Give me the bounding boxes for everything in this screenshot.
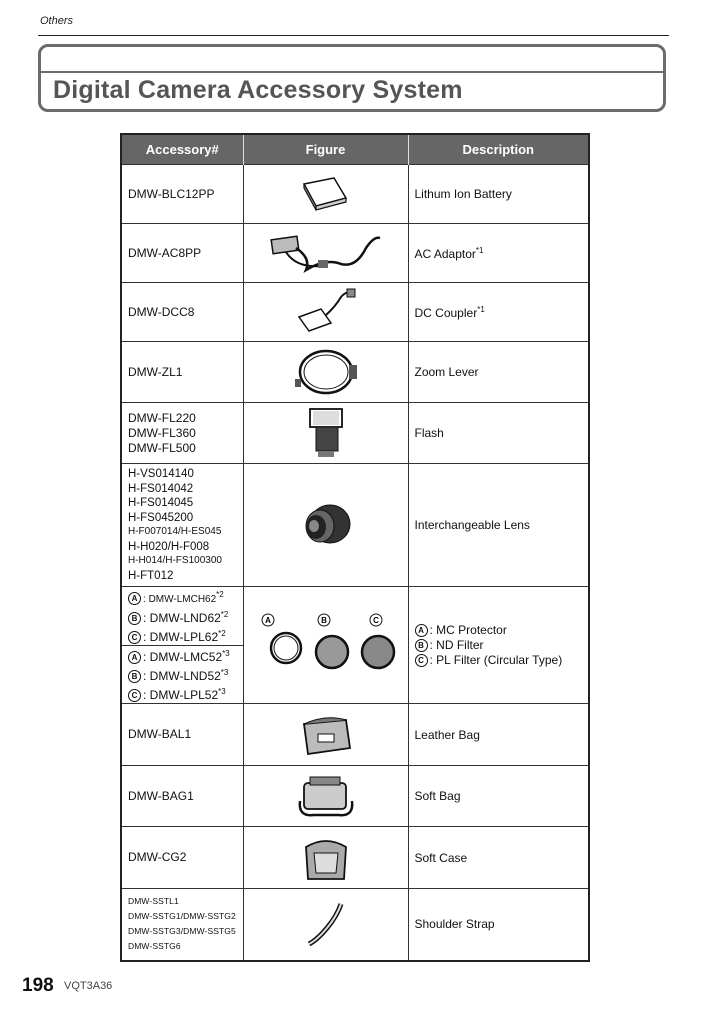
accessory-code: DMW-ZL1	[121, 342, 243, 403]
zoom-lever-icon	[291, 345, 361, 399]
figure-cell	[243, 342, 408, 403]
ac-adaptor-icon	[266, 228, 386, 278]
description-cell: DC Coupler$^{*1}$	[408, 283, 589, 342]
dc-coupler-icon	[291, 287, 361, 337]
accessory-code: DMW-CG2	[121, 827, 243, 889]
figure-cell	[243, 827, 408, 889]
filter-set-icon	[256, 610, 396, 680]
description-cell: Interchangeable Lens	[408, 464, 589, 587]
figure-cell	[243, 766, 408, 827]
accessory-table	[120, 133, 590, 962]
filter-mark-a: A	[264, 616, 271, 625]
figure-cell	[243, 403, 408, 464]
description-cell: Lithum Ion Battery	[408, 165, 589, 224]
table-row	[121, 165, 589, 224]
figure-cell	[243, 889, 408, 961]
figure-cell	[243, 283, 408, 342]
table-row	[121, 283, 589, 342]
table-row	[121, 766, 589, 827]
accessory-code: H-VS014140 H-FS014042 H-FS014045 H-FS045200 H-F007014/H-ES045 H-H020/H-F008 H-H014/H-FS100300 H-FT012	[121, 464, 243, 587]
description-cell: Leather Bag	[408, 704, 589, 766]
top-rule	[38, 35, 669, 36]
description-cell: A : MC Protector B : ND Filter C : PL Filter (Circular Type)	[408, 587, 589, 704]
header-description: Description	[408, 134, 589, 165]
document-code: VQT3A36	[64, 980, 113, 992]
accessory-code: DMW-FL220 DMW-FL360 DMW-FL500	[121, 403, 243, 464]
page-number: 198	[22, 975, 54, 996]
description-cell: Shoulder Strap	[408, 889, 589, 961]
figure-cell	[243, 464, 408, 587]
figure-cell	[243, 165, 408, 224]
figure-cell	[243, 587, 408, 704]
filter-mark-b: B	[320, 616, 327, 625]
section-label: Others	[40, 15, 74, 27]
description-cell: AC Adaptor$^{*1}$	[408, 224, 589, 283]
table-header-row	[121, 134, 589, 165]
page-title: Digital Camera Accessory System	[53, 76, 463, 104]
battery-icon	[296, 172, 356, 216]
lens-icon	[298, 500, 354, 550]
table-row	[121, 224, 589, 283]
description-cell: Soft Bag	[408, 766, 589, 827]
flash-icon	[304, 405, 348, 461]
table-row	[121, 827, 589, 889]
figure-cell	[243, 704, 408, 766]
accessory-code: A : DMW-LMC52$^{*3}$ B : DMW-LND52$^{*3}$ C : DMW-LPL52$^{*3}$	[121, 646, 243, 704]
shoulder-strap-icon	[301, 898, 351, 950]
description-cell: Flash	[408, 403, 589, 464]
table-row	[121, 587, 589, 646]
accessory-code: DMW-DCC8	[121, 283, 243, 342]
soft-case-icon	[298, 831, 354, 885]
table-row	[121, 889, 589, 961]
description-cell: Zoom Lever	[408, 342, 589, 403]
title-divider	[41, 71, 663, 73]
table-row	[121, 403, 589, 464]
table-row	[121, 464, 589, 587]
figure-cell	[243, 224, 408, 283]
soft-bag-icon	[294, 771, 358, 821]
accessory-code: DMW-AC8PP	[121, 224, 243, 283]
accessory-code: DMW-BAG1	[121, 766, 243, 827]
title-box	[38, 44, 666, 112]
accessory-code: DMW-SSTL1 DMW-SSTG1/DMW-SSTG2 DMW-SSTG3/DMW-SSTG5 DMW-SSTG6	[121, 889, 243, 961]
table-row	[121, 342, 589, 403]
leather-bag-icon	[296, 710, 356, 760]
table-row	[121, 704, 589, 766]
description-cell: Soft Case	[408, 827, 589, 889]
accessory-code: A : DMW-LMCH62$^{*2}$ B : DMW-LND62$^{*2}$ C : DMW-LPL62$^{*2}$	[121, 587, 243, 646]
header-accessory: Accessory#	[121, 134, 243, 165]
header-figure: Figure	[243, 134, 408, 165]
accessory-code: DMW-BAL1	[121, 704, 243, 766]
filter-mark-c: C	[372, 616, 379, 625]
accessory-code: DMW-BLC12PP	[121, 165, 243, 224]
